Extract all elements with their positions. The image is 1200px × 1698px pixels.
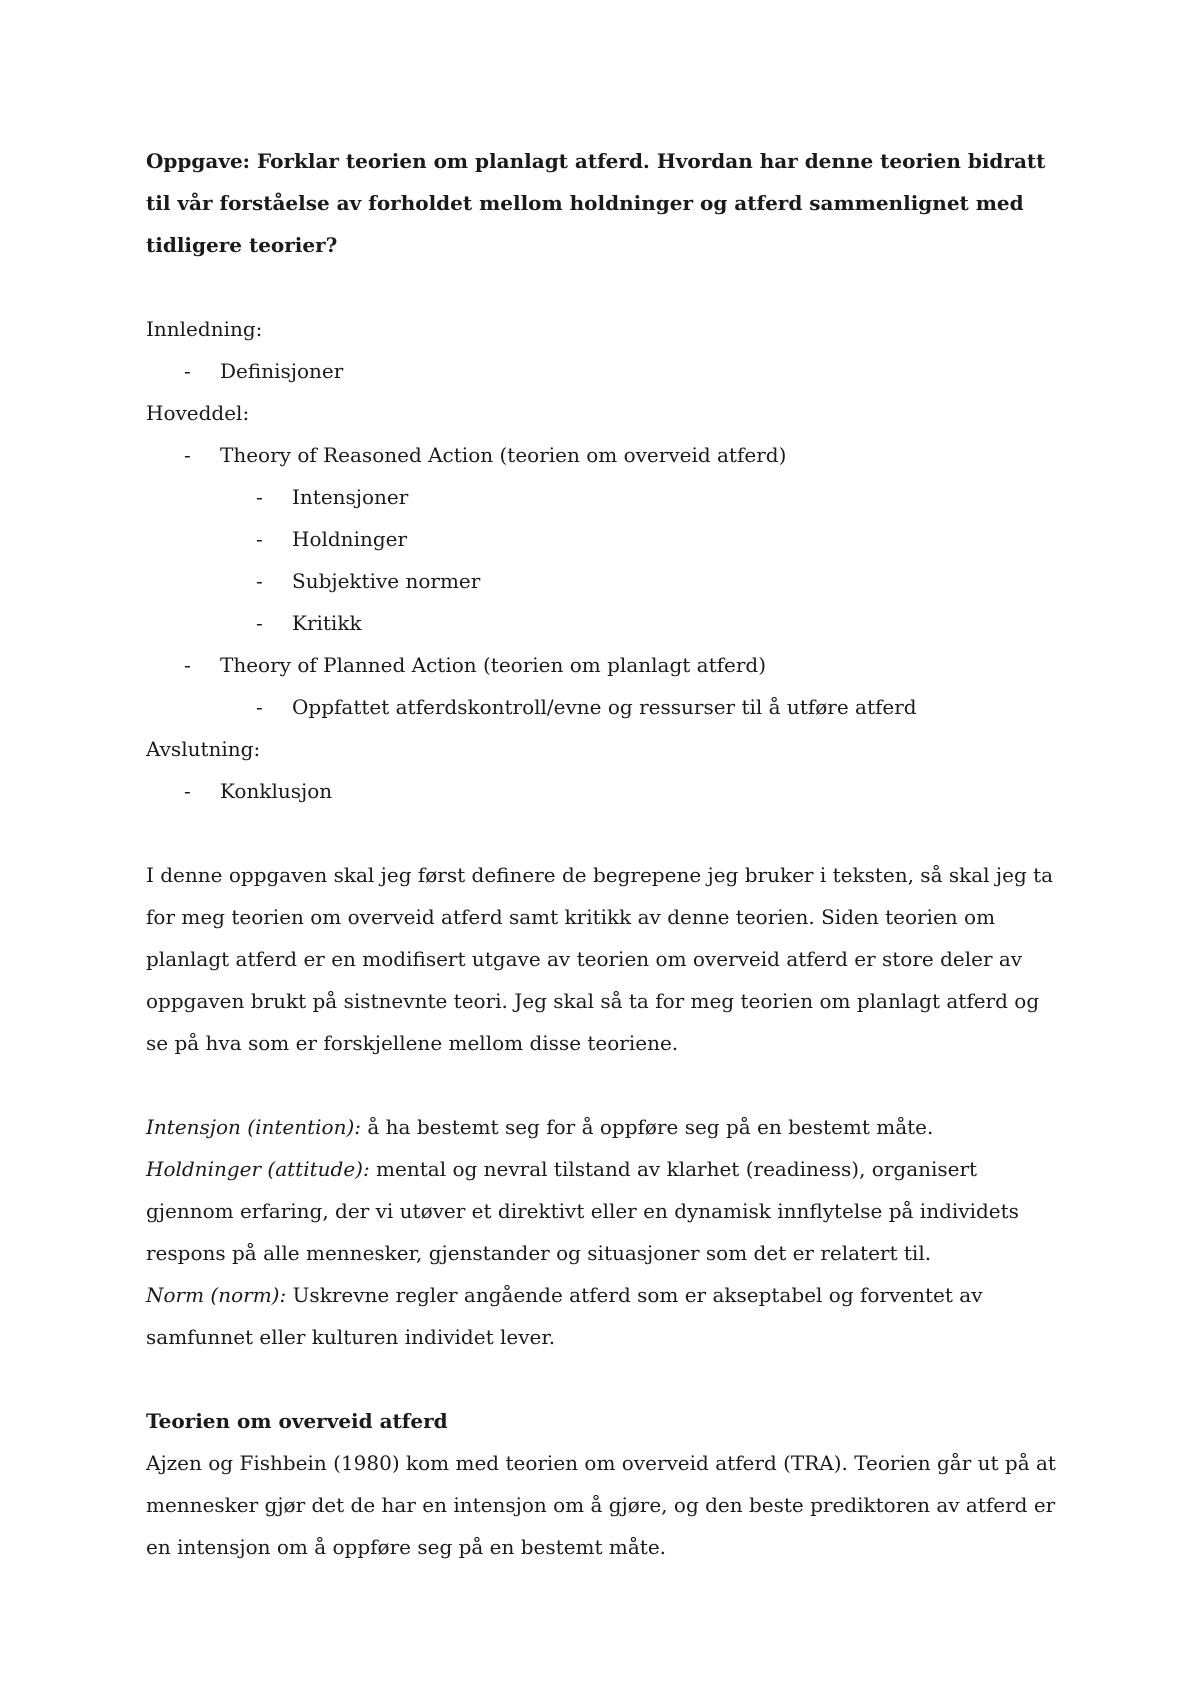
definition-term: Norm (norm): — [146, 1283, 287, 1307]
definition — [146, 1274, 1066, 1358]
outline-subitem-text: Subjektive normer — [292, 569, 481, 593]
definition-text: å ha bestemt seg for å oppføre seg på en bestemt måte. — [361, 1115, 934, 1139]
dash: - — [256, 695, 263, 719]
document-page — [146, 140, 1066, 1568]
outline-item-text: Konklusjon — [220, 779, 333, 803]
dash: - — [256, 527, 263, 551]
definition-text: Uskrevne regler angående atferd som er akseptabel og forventet av samfunnet eller kulturen individet lever. — [146, 1283, 983, 1349]
definition-term: Intensjon (intention): — [146, 1115, 362, 1139]
dash: - — [256, 485, 263, 509]
outline-item-text: Theory of Planned Action (teorien om planlagt atferd) — [220, 653, 767, 677]
definition — [146, 1148, 1066, 1274]
definition — [146, 1106, 1066, 1148]
definition-term: Holdninger (attitude): — [146, 1157, 370, 1181]
intro-paragraph: I denne oppgaven skal jeg først definere de begrepene jeg bruker i teksten, så skal jeg ta for meg teorien om overveid atferd samt kritikk av denne teorien. Siden teorien om planlagt atferd er en modifisert utgave av teorien om overveid atferd er store deler av oppgaven brukt på sistnevnte teori. Jeg skal så ta for meg teorien om planlagt atferd og se på hva som er forskjellene mellom disse teoriene. — [146, 863, 1054, 1055]
outline-item — [146, 434, 1066, 476]
outline-item-text: Theory of Reasoned Action (teorien om overveid atferd) — [220, 443, 787, 467]
dash: - — [184, 359, 191, 383]
task-title: Oppgave: Forklar teorien om planlagt atferd. Hvordan har denne teorien bidratt til vår forståelse av forholdet mellom holdninger og atferd sammenlignet med tidligere teorier? — [146, 149, 1046, 257]
outline-item-text: Definisjoner — [220, 359, 344, 383]
outline-subitem — [146, 602, 1066, 644]
outline-subitem-text: Holdninger — [292, 527, 408, 551]
outline-item — [146, 644, 1066, 686]
dash: - — [184, 653, 191, 677]
outline-subitem — [146, 560, 1066, 602]
outline-subitem-text: Oppfattet atferdskontroll/evne og ressurser til å utføre atferd — [292, 695, 917, 719]
outline-item — [146, 770, 1066, 812]
dash: - — [256, 611, 263, 635]
outline-intro-label: Innledning: — [146, 317, 263, 341]
section-body: Ajzen og Fishbein (1980) kom med teorien om overveid atferd (TRA). Teorien går ut på at mennesker gjør det de har en intensjon om å gjøre, og den beste prediktoren av atferd er en intensjon om å oppføre seg på en bestemt måte. — [146, 1451, 1056, 1559]
dash: - — [184, 443, 191, 467]
outline-subitem-text: Kritikk — [292, 611, 362, 635]
outline-subitem — [146, 518, 1066, 560]
outline-item — [146, 350, 1066, 392]
definition-text: mental og nevral tilstand av klarhet (readiness), organisert gjennom erfaring, der vi utøver et direktivt eller en dynamisk innflytelse på individets respons på alle mennesker, gjenstander og situasjoner som det er relatert til. — [146, 1157, 1019, 1265]
dash: - — [256, 569, 263, 593]
section-heading: Teorien om overveid atferd — [146, 1409, 448, 1433]
outline-subitem — [146, 476, 1066, 518]
outline-subitem — [146, 686, 1066, 728]
outline-subitem-text: Intensjoner — [292, 485, 409, 509]
outline-end-label: Avslutning: — [146, 737, 261, 761]
dash: - — [184, 779, 191, 803]
outline-main-label: Hoveddel: — [146, 401, 250, 425]
